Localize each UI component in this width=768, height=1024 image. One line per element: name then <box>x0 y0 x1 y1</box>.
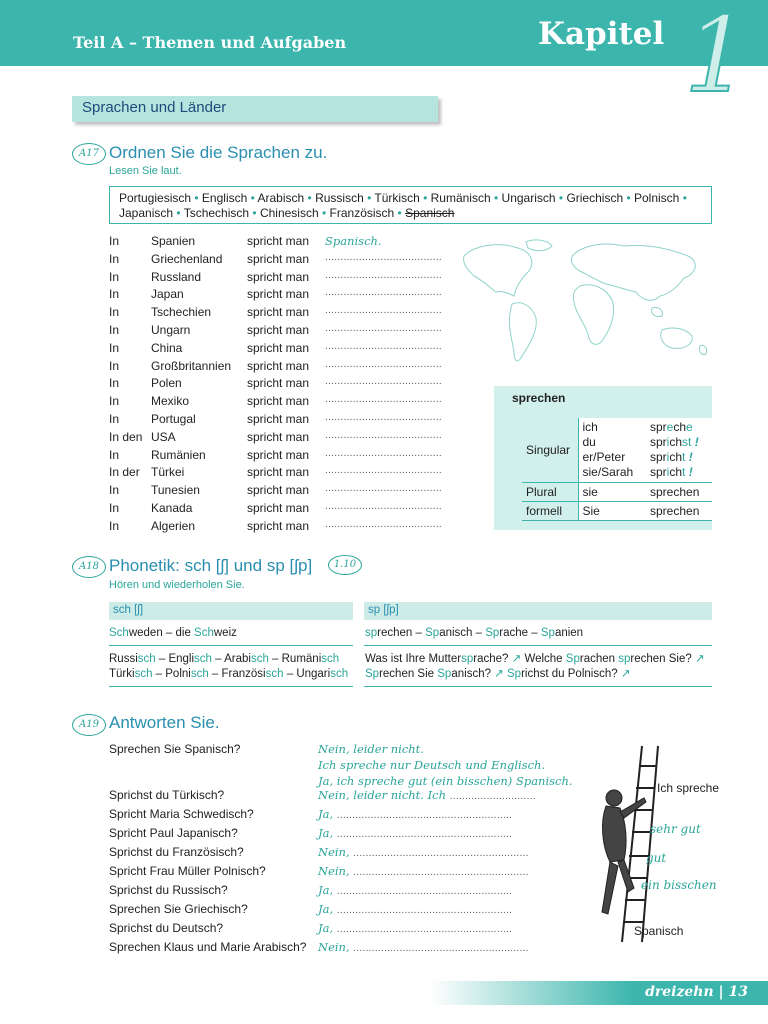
text: – Rumäni <box>268 653 322 665</box>
exercise-subtitle-a18: Hören und wiederholen Sie. <box>109 579 245 591</box>
verb-ending: t <box>682 450 686 464</box>
verb-stem: spr <box>650 420 667 434</box>
answer-blank: ......................................................... <box>353 943 529 954</box>
plural-pronoun: sie <box>578 483 646 502</box>
intonation-arrow: ↗ <box>691 653 705 665</box>
ladder-label-bottom: Spanisch <box>634 924 684 938</box>
language-list-line-1 <box>119 191 702 206</box>
preposition: In <box>109 447 120 462</box>
answer-blank: ............................ <box>449 791 536 802</box>
country-name: Spanien <box>151 234 196 248</box>
country-name: USA <box>151 429 176 444</box>
answer-blank[interactable]: ...................................... <box>325 287 442 299</box>
language-word: Portugiesisch <box>119 191 192 205</box>
answer-blank[interactable]: ...................................... <box>325 483 442 495</box>
example-answer-2: Ich spreche nur Deutsch und Englisch. <box>318 758 546 772</box>
highlight: sch <box>137 653 156 665</box>
language-list-line-2 <box>119 206 702 221</box>
language-word-box <box>109 186 712 224</box>
answer-start: Ja, <box>318 883 337 897</box>
verb-stem: spr <box>650 450 667 464</box>
question-text: Spricht Frau Müller Polnisch? <box>109 864 266 878</box>
verb-phrase: spricht man <box>247 269 310 284</box>
exercise-badge-a18: A18 <box>72 556 106 578</box>
plural-form: sprechen <box>646 483 712 502</box>
verb-ending: t <box>682 465 686 479</box>
pronoun: er/Peter <box>582 450 626 464</box>
country-name: Portugal <box>151 411 196 426</box>
conjugation-table <box>522 418 712 521</box>
country-name: China <box>151 340 183 355</box>
country-name: Rumänien <box>151 447 206 462</box>
country-name: Großbritannien <box>151 358 232 373</box>
highlight: sch <box>330 668 349 680</box>
divider <box>364 645 712 646</box>
example-question: Sprechen Sie Spanisch? <box>109 742 241 756</box>
highlight: sp <box>618 653 631 665</box>
preposition: In der <box>109 465 140 480</box>
language-word: Rumänisch <box>430 191 491 205</box>
answer-blank[interactable]: ...................................... <box>325 518 442 530</box>
verb-cons: ch <box>673 420 687 434</box>
singular-forms <box>646 418 712 483</box>
verb-phrase: spricht man <box>247 358 310 373</box>
country-name: Ungarn <box>151 322 191 337</box>
answer-blank: ......................................................... <box>353 867 529 878</box>
preposition: In <box>109 500 120 515</box>
answer-blank: ......................................................... <box>353 848 529 859</box>
language-word: Chinesisch <box>259 206 319 220</box>
answer-start: Ja, <box>318 826 337 840</box>
answer-field[interactable] <box>318 864 529 878</box>
language-word: Griechisch <box>566 191 624 205</box>
verb-phrase: spricht man <box>247 500 310 515</box>
formal-form: sprechen <box>646 502 712 521</box>
answer-start: Nein, <box>318 845 354 859</box>
formal-pronoun: Sie <box>578 502 646 521</box>
language-word: Englisch <box>201 191 248 205</box>
text: rachen <box>579 653 619 665</box>
answer-blank[interactable]: ...................................... <box>325 447 442 459</box>
highlight: Sp <box>437 668 452 680</box>
answer-blank[interactable]: ...................................... <box>325 322 442 334</box>
pronoun: sie/Sarah <box>582 465 634 479</box>
country-name: Mexiko <box>151 394 190 409</box>
country-name: Japan <box>151 287 184 302</box>
separator-dot: • <box>191 191 202 205</box>
exclamation-mark: ! <box>691 435 699 449</box>
answer-blank[interactable]: ...................................... <box>325 500 442 512</box>
separator-dot: • <box>173 206 184 220</box>
formal-label: formell <box>522 502 578 521</box>
pronoun: du <box>582 435 596 449</box>
preposition: In <box>109 411 120 426</box>
answer-blank: ......................................................... <box>336 810 513 821</box>
separator-dot: • <box>318 206 330 220</box>
country-name: Türkei <box>151 465 185 480</box>
exclamation-mark: ! <box>685 465 693 479</box>
pronoun: ich <box>582 420 598 434</box>
verb-vowel: i <box>666 435 670 449</box>
answer-field[interactable] <box>318 940 529 954</box>
country-name: Tschechien <box>151 305 212 320</box>
answer-filled: Spanisch. <box>325 234 382 248</box>
answer-start: Ja, <box>318 902 337 916</box>
text: Türki <box>109 668 135 680</box>
preposition: In <box>109 376 120 391</box>
separator-dot: • <box>249 206 260 220</box>
verb-ending: e <box>686 420 693 434</box>
ladder-level-2: gut <box>646 851 667 865</box>
verb-phrase: spricht man <box>247 376 310 391</box>
part-title: Teil A – Themen und Aufgaben <box>73 33 347 52</box>
page-number-digit: 13 <box>728 984 748 1000</box>
preposition: In <box>109 322 120 337</box>
separator-dot: • <box>363 191 375 205</box>
verb-vowel: e <box>666 420 674 434</box>
separator-dot: • <box>247 191 258 205</box>
verb-phrase: spricht man <box>247 340 310 355</box>
chapter-header <box>0 0 768 66</box>
text: anisch? <box>451 668 491 680</box>
answer-blank[interactable]: ...................................... <box>325 376 442 388</box>
preposition: In den <box>109 429 143 444</box>
language-word: Japanisch <box>119 206 174 220</box>
question-text: Sprichst du Türkisch? <box>109 788 225 802</box>
intonation-arrow: ↗ <box>617 668 631 680</box>
preposition: In <box>109 340 120 355</box>
answer-field[interactable] <box>318 807 512 821</box>
exercise-title-a19: Antworten Sie. <box>109 713 220 732</box>
highlight: Sch <box>109 627 129 639</box>
country-name: Algerien <box>151 518 196 533</box>
singular-pronouns <box>578 418 646 483</box>
language-word: Spanisch <box>405 206 455 220</box>
text: – Engli <box>155 653 195 665</box>
highlight: sp <box>365 627 378 639</box>
preposition: In <box>109 394 120 409</box>
ladder-level-1: sehr gut <box>650 822 701 836</box>
verb-cons: ch <box>669 465 683 479</box>
singular-label: Singular <box>522 418 578 483</box>
text: anisch – <box>439 627 486 639</box>
answer-blank[interactable]: ...................................... <box>325 340 442 352</box>
verb-stem: spr <box>650 435 667 449</box>
verb-phrase: spricht man <box>247 287 310 302</box>
country-name: Polen <box>151 376 182 391</box>
question-text: Sprechen Sie Griechisch? <box>109 902 248 916</box>
verb-phrase: spricht man <box>247 305 310 320</box>
question-text: Sprichst du Französisch? <box>109 845 244 859</box>
answer-blank: ......................................................... <box>336 886 513 897</box>
ladder-label-top: Ich spreche <box>657 781 720 795</box>
preposition: In <box>109 305 120 320</box>
country-name: Russland <box>151 269 202 284</box>
answer-blank[interactable]: ...................................... <box>325 411 442 423</box>
plural-label: Plural <box>522 483 578 502</box>
answer-start: Nein, <box>318 940 354 954</box>
conjugation-box <box>494 386 712 530</box>
answer-start: Ja, <box>318 921 337 935</box>
exercise-title-a18: Phonetik: sch [ʃ] und sp [ʃp] <box>109 556 313 575</box>
sch-line-2 <box>109 652 339 667</box>
sp-line-1 <box>365 626 583 641</box>
answer-field[interactable] <box>318 883 512 897</box>
audio-track-badge[interactable]: 1.10 <box>328 555 362 575</box>
text: – Polni <box>152 668 191 680</box>
country-name: Griechenland <box>151 251 223 266</box>
highlight: Sp <box>565 653 580 665</box>
text: Welche <box>524 653 566 665</box>
country-name: Tunesien <box>151 483 200 498</box>
text: Was ist Ihre Mutter <box>365 653 462 665</box>
language-word: Tschechisch <box>183 206 250 220</box>
answer-start: Ja, <box>318 807 337 821</box>
text: richst du Polnisch? <box>521 668 618 680</box>
separator-dot: • <box>490 191 502 205</box>
answer-start: Nein, leider nicht. Ich <box>318 788 450 802</box>
highlight: sch <box>134 668 153 680</box>
answer-blank: ......................................................... <box>336 924 513 935</box>
page-number-word: dreizehn <box>645 984 714 1000</box>
text: weden – die <box>128 627 195 639</box>
text: rechen Sie <box>379 668 438 680</box>
section-title: Sprachen und Länder <box>72 96 438 122</box>
preposition: In <box>109 234 120 248</box>
verb-ending: st <box>682 435 692 449</box>
conjugation-verb: sprechen <box>512 391 566 405</box>
separator-dot: • <box>394 206 406 220</box>
preposition: In <box>109 358 120 373</box>
verb-phrase: spricht man <box>247 518 310 533</box>
separator-dot: • <box>679 191 687 205</box>
highlight: Sp <box>365 668 380 680</box>
sp-line-3 <box>365 667 630 682</box>
answer-blank[interactable]: ...................................... <box>325 394 442 406</box>
answer-field[interactable] <box>318 845 529 859</box>
verb-phrase: spricht man <box>247 322 310 337</box>
highlight: sch <box>265 668 284 680</box>
text: weiz <box>213 627 237 639</box>
example-answer-3: Ja, ich spreche gut (ein bisschen) Spanisch. <box>318 774 573 788</box>
answer-field[interactable] <box>318 921 512 935</box>
question-text: Spricht Maria Schwedisch? <box>109 807 254 821</box>
text: rache? <box>473 653 509 665</box>
language-word: Türkisch <box>374 191 420 205</box>
answer-blank[interactable]: ...................................... <box>325 429 442 441</box>
verb-cons: ch <box>669 435 683 449</box>
question-text: Sprechen Klaus und Marie Arabisch? <box>109 940 307 954</box>
answer-blank: ......................................................... <box>336 829 513 840</box>
chapter-number: 1 <box>684 0 751 116</box>
answer-field[interactable] <box>318 902 512 916</box>
sch-header: sch [ʃ] <box>109 602 353 620</box>
highlight: sch <box>321 653 340 665</box>
text: Russi <box>109 653 138 665</box>
highlight: sch <box>250 653 269 665</box>
example-answer-1: Nein, leider nicht. <box>318 742 424 756</box>
answer-blank[interactable]: ...................................... <box>325 251 442 263</box>
sch-line-3 <box>109 667 348 682</box>
verb-phrase: spricht man <box>247 394 310 409</box>
exercise-subtitle-a17: Lesen Sie laut. <box>109 165 182 177</box>
verb-vowel: i <box>666 465 670 479</box>
page-footer <box>430 981 768 1005</box>
text: rechen – <box>377 627 426 639</box>
separator-dot: • <box>304 191 316 205</box>
verb-phrase: spricht man <box>247 234 310 248</box>
exercise-badge-a17: A17 <box>72 143 106 165</box>
preposition: In <box>109 287 120 302</box>
verb-form <box>650 450 708 465</box>
verb-phrase: spricht man <box>247 447 310 462</box>
ladder-illustration <box>584 742 674 948</box>
highlight: Sp <box>507 668 522 680</box>
divider <box>109 645 353 646</box>
intonation-arrow: ↗ <box>490 668 508 680</box>
chapter-label: Kapitel <box>538 16 665 52</box>
verb-phrase: spricht man <box>247 411 310 426</box>
language-word: Arabisch <box>257 191 305 205</box>
answer-field[interactable] <box>318 826 512 840</box>
answer-blank[interactable]: ...................................... <box>325 358 442 370</box>
verb-phrase: spricht man <box>247 483 310 498</box>
separator-dot: • <box>419 191 431 205</box>
text: rechen Sie? <box>630 653 692 665</box>
sch-line-1 <box>109 626 237 641</box>
verb-cons: ch <box>669 450 683 464</box>
verb-phrase: spricht man <box>247 429 310 444</box>
verb-form <box>650 465 708 480</box>
question-text: Spricht Paul Japanisch? <box>109 826 238 840</box>
language-word: Ungarisch <box>501 191 556 205</box>
text: anien <box>554 627 584 639</box>
highlight: Sp <box>540 627 555 639</box>
highlight: sp <box>461 653 474 665</box>
text: – Französi <box>208 668 266 680</box>
preposition: In <box>109 269 120 284</box>
world-map-outline <box>456 234 712 384</box>
sp-line-2 <box>365 652 705 667</box>
question-text: Sprichst du Russisch? <box>109 883 228 897</box>
language-word: Polnisch <box>634 191 680 205</box>
text: rache – <box>499 627 541 639</box>
verb-form <box>650 420 708 435</box>
intonation-arrow: ↗ <box>508 653 525 665</box>
language-word: Russisch <box>315 191 364 205</box>
verb-phrase: spricht man <box>247 465 310 480</box>
highlight: sch <box>194 653 212 665</box>
country-name: Kanada <box>151 500 193 515</box>
answer-blank[interactable]: ...................................... <box>325 269 442 281</box>
sp-header: sp [ʃp] <box>364 602 712 620</box>
verb-vowel: i <box>666 450 670 464</box>
answer-blank[interactable]: ...................................... <box>325 305 442 317</box>
question-text: Sprichst du Deutsch? <box>109 921 224 935</box>
separator-dot: • <box>623 191 634 205</box>
separator-dot: • <box>555 191 567 205</box>
preposition: In <box>109 483 120 498</box>
highlight: Sp <box>485 627 500 639</box>
answer-field[interactable] <box>318 788 536 802</box>
highlight: sch <box>190 668 209 680</box>
verb-stem: spr <box>650 465 667 479</box>
answer-start: Nein, <box>318 864 354 878</box>
exercise-badge-a19: A19 <box>72 714 106 736</box>
preposition: In <box>109 251 120 266</box>
preposition: In <box>109 518 120 533</box>
divider <box>364 686 712 687</box>
language-word: Französisch <box>329 206 395 220</box>
verb-phrase: spricht man <box>247 251 310 266</box>
answer-blank: ......................................................... <box>336 905 513 916</box>
verb-form <box>650 435 708 450</box>
divider <box>109 686 353 687</box>
exercise-title-a17: Ordnen Sie die Sprachen zu. <box>109 143 328 162</box>
text: – Ungari <box>283 668 331 680</box>
page-number: dreizehn | 13 <box>645 984 748 1000</box>
ladder-level-3: ein bisschen <box>641 878 717 892</box>
highlight: Sp <box>425 627 440 639</box>
answer-blank[interactable]: ...................................... <box>325 465 442 477</box>
exclamation-mark: ! <box>685 450 693 464</box>
text: – Arabi <box>211 653 251 665</box>
highlight: Sch <box>194 627 214 639</box>
example-answers <box>318 741 573 789</box>
